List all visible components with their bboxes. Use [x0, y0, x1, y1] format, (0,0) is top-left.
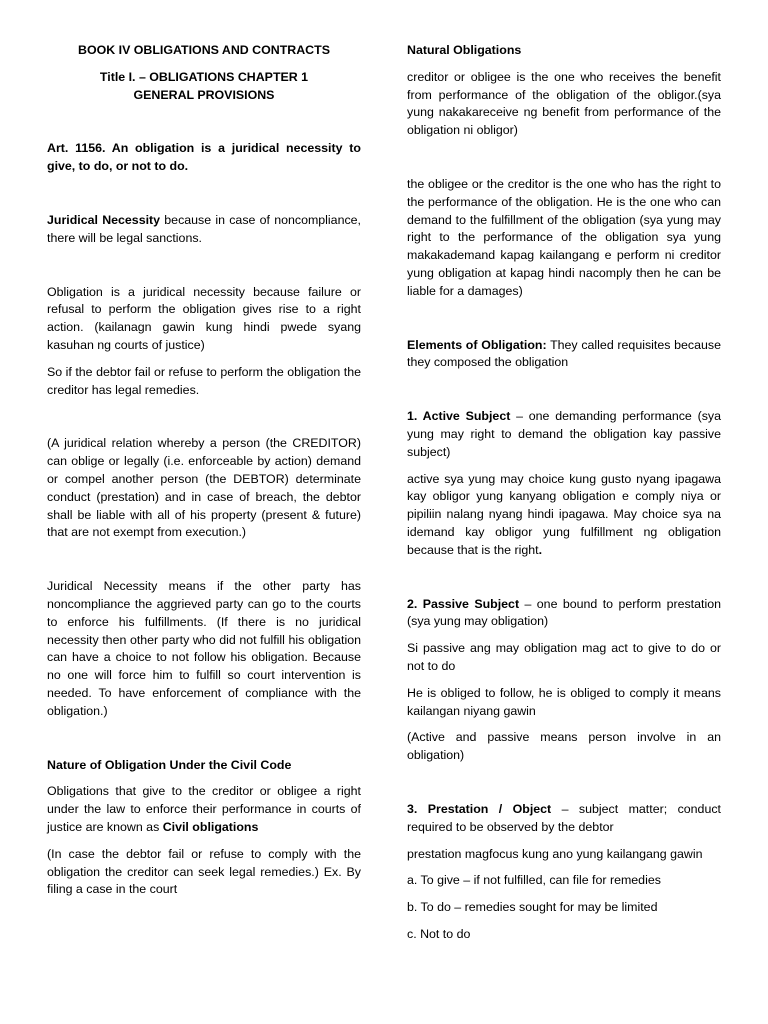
civil-obligations-para	[47, 783, 361, 836]
left-column	[47, 42, 361, 899]
nature-heading: Nature of Obligation Under the Civil Code	[47, 757, 292, 772]
active-subject-term: 1. Active Subject	[407, 409, 511, 424]
obligation-para: Obligation is a juridical necessity because failure or refusal to perform the obligation gives rise to a right action. (kailanagn gawin kung hindi pwede syang kasuhan ng courts of justice)	[47, 284, 361, 352]
creditor-para: creditor or obligee is the one who receives the benefit from performance of the obligation of the obligor.(sya yung nakakareceive ng benefit from performance of the obligation ni obligor)	[407, 69, 721, 138]
debtor-para: So if the debtor fail or refuse to perform the obligation the creditor has legal remedies.	[47, 364, 361, 397]
passive-subject-para	[407, 596, 721, 632]
juridical-necessity-text: because in case of noncompliance, there will be legal sanctions.	[47, 212, 361, 245]
elements-para	[407, 337, 721, 373]
prestation-note: prestation magfocus kung ano yung kailangang gawin	[407, 846, 703, 861]
active-subject-para	[407, 408, 721, 461]
passive-note-1: Si passive ang may obligation mag act to give to do or not to do	[407, 641, 721, 673]
natural-obligations-heading: Natural Obligations	[407, 43, 522, 57]
prestation-term: 3. Prestation / Object	[407, 801, 552, 816]
active-subject-text: – one demanding performance (sya yung may right to demand the obligation kay passive subject)	[407, 409, 721, 459]
juridical-necessity-para	[47, 212, 361, 248]
civil-obligations-text: Obligations that give to the creditor or obligee a right under the law to enforce their performance in courts of justice are known as	[47, 784, 361, 834]
right-column	[407, 42, 721, 944]
prestation-to-give: a. To give – if not fulfilled, can file for remedies	[407, 873, 661, 888]
article-1156: Art. 1156. An obligation is a juridical necessity to give, to do, or not to do.	[47, 141, 361, 174]
prestation-to-do: b. To do – remedies sought for may be limited	[407, 900, 658, 915]
passive-subject-term: 2. Passive Subject	[407, 596, 520, 611]
active-subject-note	[407, 471, 721, 560]
juridical-relation-para: (A juridical relation whereby a person (the CREDITOR) can oblige or legally (i.e. enforceable by action) demand or compel another person (the DEBTOR) determinate conduct (prestation) and in case of breach, the debtor shall be liable with all of his property (present & future) that are not exempt from execution.)	[47, 436, 361, 540]
obligee-para: the obligee or the creditor is the one who has the right to the performance of the obligation. He is the one who can demand to the fulfillment of the obligation (sya yung may right to the performance of the obligation sya yung makakademand kapag kailangang e perform ni creditor yung obligation at kapag hindi nacomply then he can be liable for a damages)	[407, 176, 721, 298]
active-subject-note-text: active sya yung may choice kung gusto nyang ipagawa kay obligor yung kanyang obligation e comply niya or pipiliin nalang nyang hindi ipagawa. May choice sya na idemand kay obligor yung fulfillment ng obligation because that is the right	[407, 471, 721, 557]
juridical-necessity-means-para: Juridical Necessity means if the other party has noncompliance the aggrieved party can go to the courts to enforce his fulfillments. (If there is no juridical necessity then other party who did not fulfill his obligation can have a choice to not follow his obligation. Because no one will force him to fulfill so court intervention is needed. To have enforcement of compliance with the obligation.)	[47, 579, 361, 718]
civil-obligations-term: Civil obligations	[162, 819, 259, 834]
juridical-necessity-term: Juridical Necessity	[47, 212, 161, 227]
passive-note-2: He is obliged to follow, he is obliged to comply it means kailangan niyang gawin	[407, 685, 721, 718]
prestation-text: – subject matter; conduct required to be observed by the debtor	[407, 801, 721, 834]
title-heading: Title I. – OBLIGATIONS CHAPTER 1 GENERAL PROVISIONS	[99, 69, 309, 102]
prestation-para	[407, 801, 721, 837]
elements-term: Elements of Obligation:	[407, 337, 547, 352]
passive-note-3: (Active and passive means person involve in an obligation)	[407, 730, 721, 763]
prestation-not-to-do: c. Not to do	[407, 926, 471, 941]
elements-text: They called requisites because they composed the obligation	[407, 337, 721, 370]
active-subject-note-end: .	[538, 542, 543, 557]
book-heading: BOOK IV OBLIGATIONS AND CONTRACTS	[78, 43, 330, 57]
remedies-para: (In case the debtor fail or refuse to comply with the obligation the creditor can seek legal remedies.) Ex. By filing a case in the court	[47, 846, 361, 897]
passive-subject-text: – one bound to perform prestation (sya yung may obligation)	[407, 596, 721, 629]
